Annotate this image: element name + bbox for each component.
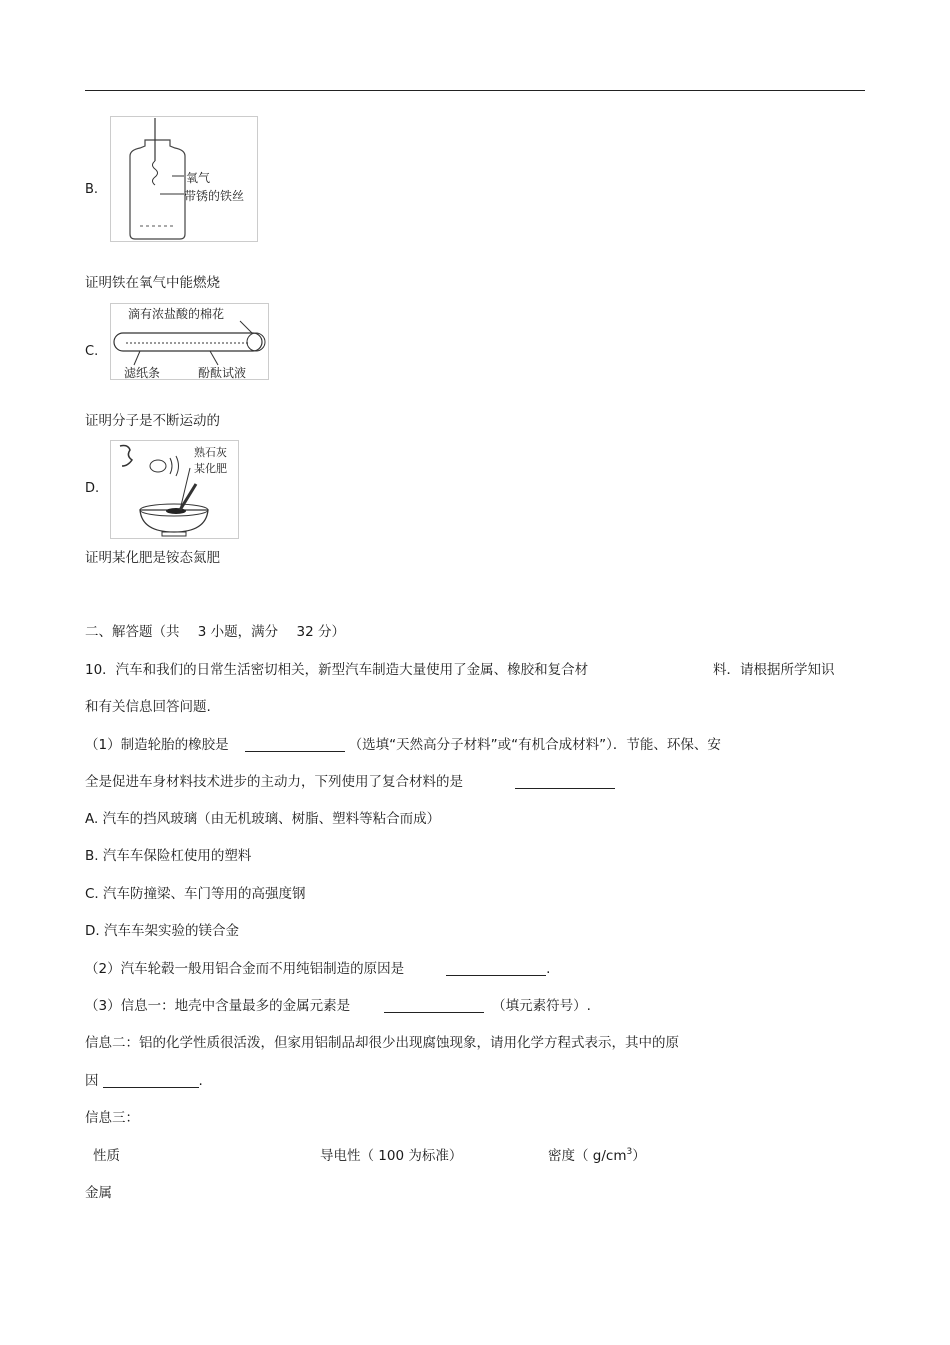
q10-info2-end: .: [198, 1073, 203, 1089]
q10-option-b: B. 汽车车保险杠使用的塑料: [85, 848, 252, 864]
q10-option-a: A. 汽车的挡风玻璃（由无机玻璃、树脂、塑料等粘合而成）: [85, 811, 441, 827]
q10-line1b: 料．请根据所学知识: [713, 662, 835, 678]
option-b-caption: 证明铁在氧气中能燃烧: [85, 275, 220, 291]
fig-b-label-oxygen: 氧气: [186, 171, 211, 185]
table-row-metal: 金属: [85, 1185, 112, 1201]
table-header-density-end: ）: [632, 1148, 646, 1164]
q10-part1-a: （1）制造轮胎的橡胶是: [85, 737, 229, 753]
fig-d-label-lime: 熟石灰: [194, 446, 227, 459]
q10-part2: [85, 960, 550, 978]
fig-c-label-cotton: 滴有浓盐酸的棉花: [128, 307, 225, 321]
header-rule: [85, 90, 865, 91]
q10-line2: 和有关信息回答问题.: [85, 699, 211, 715]
answer-blank-3[interactable]: [446, 961, 546, 976]
q10-part1-b: （选填“天然高分子材料”或“有机合成材料”）．节能、环保、安: [348, 737, 721, 753]
table-header-property: 性质: [93, 1148, 120, 1164]
q10-option-c: C. 汽车防撞梁、车门等用的高强度钢: [85, 886, 306, 902]
q10-info2-cont: [85, 1072, 203, 1090]
section-heading: [85, 623, 345, 641]
option-c-caption: 证明分子是不断运动的: [85, 413, 220, 429]
fig-c-label-paper: 滤纸条: [124, 366, 161, 380]
q10-line1a: 10．汽车和我们的日常生活密切相关，新型汽车制造大量使用了金属、橡胶和复合材: [85, 662, 589, 678]
answer-blank-1[interactable]: [245, 737, 345, 752]
fig-b-label-wire: 带锈的铁丝: [184, 189, 245, 203]
q10-part3-a: （3）信息一：地壳中含量最多的金属元素是: [85, 998, 351, 1014]
figure-iron-wire-oxygen: [110, 116, 258, 242]
figure-fertilizer-mortar: [110, 440, 239, 539]
option-b-letter: B.: [85, 182, 99, 197]
section-heading-part3: 32 分）: [296, 624, 345, 640]
answer-blank-2[interactable]: [515, 774, 615, 789]
table-header-density-text: 密度（ g/cm: [548, 1148, 627, 1164]
table-header-conductivity: 导电性（ 100 为标准）: [320, 1148, 463, 1164]
fig-d-label-fertilizer: 某化肥: [194, 462, 227, 475]
option-d-letter: D.: [85, 481, 100, 496]
answer-blank-4[interactable]: [384, 998, 484, 1013]
answer-blank-5[interactable]: [103, 1073, 199, 1088]
q10-part2-a: （2）汽车轮毂一般用铝合金而不用纯铝制造的原因是: [85, 961, 405, 977]
q10-info3: 信息三：: [85, 1110, 139, 1126]
section-heading-part2: 3 小题，满分: [197, 624, 279, 640]
q10-info2-b: 因: [85, 1073, 99, 1089]
option-c-letter: C.: [85, 344, 99, 359]
q10-part3-b: （填元素符号）.: [492, 998, 591, 1014]
q10-part1-cont: [85, 773, 615, 791]
q10-part2-end: .: [546, 961, 551, 977]
section-heading-part1: 二、解答题（共: [85, 624, 180, 640]
table-header-density-sup: 3: [626, 1147, 633, 1157]
q10-option-d: D. 汽车车架实验的镁合金: [85, 923, 239, 939]
q10-part1-c: 全是促进车身材料技术进步的主动力，下列使用了复合材料的是: [85, 774, 463, 790]
table-header-density: [548, 1147, 646, 1165]
q10-part3: [85, 997, 591, 1015]
option-d-caption: 证明某化肥是铵态氮肥: [85, 550, 220, 566]
figure-molecule-motion-tube: [110, 303, 269, 380]
fig-c-label-phenol: 酚酞试液: [198, 366, 247, 380]
q10-info2: 信息二：铝的化学性质很活泼，但家用铝制品却很少出现腐蚀现象，请用化学方程式表示，其中的原: [85, 1035, 679, 1051]
q10-part1: [85, 736, 721, 754]
